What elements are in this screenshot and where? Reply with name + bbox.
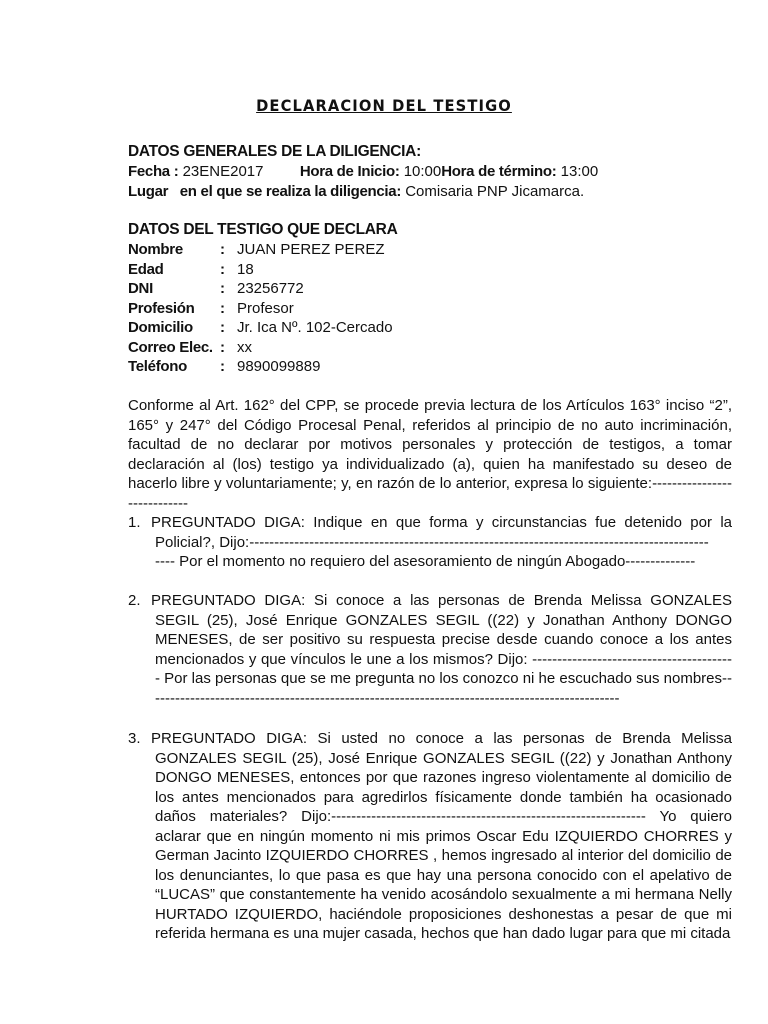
field-colon: : xyxy=(220,339,225,356)
hora-termino-label: Hora de término: xyxy=(441,163,557,180)
witness-data-heading: DATOS DEL TESTIGO QUE DECLARA xyxy=(128,221,398,238)
question-number: 1. xyxy=(128,514,141,531)
lugar-row xyxy=(128,183,584,200)
field-colon: : xyxy=(220,300,225,317)
field-value: xx xyxy=(237,339,252,356)
intro-paragraph: Conforme al Art. 162° del CPP, se procede previa lectura de los Artículos 163° inciso “2”, 165° y 247° del Código Procesal Penal, referidos al principio de no auto incriminación, facultad de no declarar por motivos personales y protección de testigos, a tomar declaración al (los) testigo ya individualizado (a), quien ha manifestado su deseo de hacerlo libre y voluntariamente; y, en razón de lo anterior, expresa lo siguiente:---------------------------- xyxy=(128,397,732,512)
fecha-label: Fecha : xyxy=(128,163,179,180)
field-value: JUAN PEREZ PEREZ xyxy=(237,241,385,258)
answer-text: ---- Por el momento no requiero del asesoramiento de ningún Abogado-------------- xyxy=(155,553,696,570)
field-label: Domicilio xyxy=(128,319,193,336)
field-colon: : xyxy=(220,358,225,375)
document-title: DECLARACION DEL TESTIGO xyxy=(256,96,512,115)
general-data-heading: DATOS GENERALES DE LA DILIGENCIA: xyxy=(128,143,421,160)
field-value: 23256772 xyxy=(237,280,304,297)
field-label: Correo Elec. xyxy=(128,339,213,356)
field-colon: : xyxy=(220,280,225,297)
hora-termino-value: 13:00 xyxy=(560,163,599,180)
hora-inicio-label: Hora de Inicio: xyxy=(299,163,400,180)
field-label: Edad xyxy=(128,261,164,278)
field-label: Profesión xyxy=(128,300,195,317)
question-number: 3. xyxy=(128,730,141,747)
hora-inicio-value: 10:00 xyxy=(403,163,442,180)
question-text: PREGUNTADO DIGA: Si conoce a las personas de Brenda Melissa GONZALES SEGIL (25), José Enrique GONZALES SEGIL ((22) y Jonathan Anthony DONGO MENESES, de ser positivo su respuesta precise desde cuando conoce a los antes mencionados y que vínculos le une a los mismos? Dijo: ----------------------------------------- Por las personas que se me pregunta no los conozco ni he escuchado sus nombres----------------------------------------------------------------------------------------------- xyxy=(151,592,732,707)
field-value: 18 xyxy=(237,261,254,278)
question-item-3 xyxy=(128,729,732,944)
question-item-1 xyxy=(128,513,732,572)
lugar-label: Lugar en el que se realiza la diligencia: xyxy=(128,183,402,200)
fecha-value: 23ENE2017 xyxy=(182,163,264,180)
field-label: Teléfono xyxy=(128,358,187,375)
field-value: Profesor xyxy=(237,300,294,317)
field-colon: : xyxy=(220,261,225,278)
question-item-2 xyxy=(128,591,732,708)
question-text: PREGUNTADO DIGA: Indique en que forma y circunstancias fue detenido por la Policial?, Dijo:-------------------------------------------------------------------------------------------- xyxy=(151,514,732,551)
field-label: Nombre xyxy=(128,241,183,258)
question-text: PREGUNTADO DIGA: Si usted no conoce a las personas de Brenda Melissa GONZALES SEGIL (25), José Enrique GONZALES SEGIL ((22) y Jonathan Anthony DONGO MENESES, entonces por que razones ingreso violentamente al domicilio de los antes mencionados para agredirlos físicamente donde también ha ocasionado daños materiales? Dijo:--------------------------------------------------------------- Yo quiero aclarar que en ningún momento ni mis primos Oscar Edu IZQUIERDO CHORRES y German Jacinto IZQUIERDO CHORRES , hemos ingresado al interior del domicilio de los denunciantes, lo que pasa es que hay una persona conocido con el apelativo de “LUCAS” que constantemente ha venido acosándolo sexualmente a mi hermana Nelly HURTADO IZQUIERDO, haciéndole proposiciones deshonestas a pesar de que mi referida hermana es una mujer casada, hechos que han dado lugar para que mi citada xyxy=(151,730,732,942)
field-colon: : xyxy=(220,319,225,336)
field-colon: : xyxy=(220,241,225,258)
question-number: 2. xyxy=(128,592,141,609)
date-time-row xyxy=(128,163,598,180)
field-label: DNI xyxy=(128,280,153,297)
lugar-value: Comisaria PNP Jicamarca. xyxy=(405,183,585,200)
field-value: Jr. Ica Nº. 102-Cercado xyxy=(237,319,393,336)
field-value: 9890099889 xyxy=(237,358,321,375)
